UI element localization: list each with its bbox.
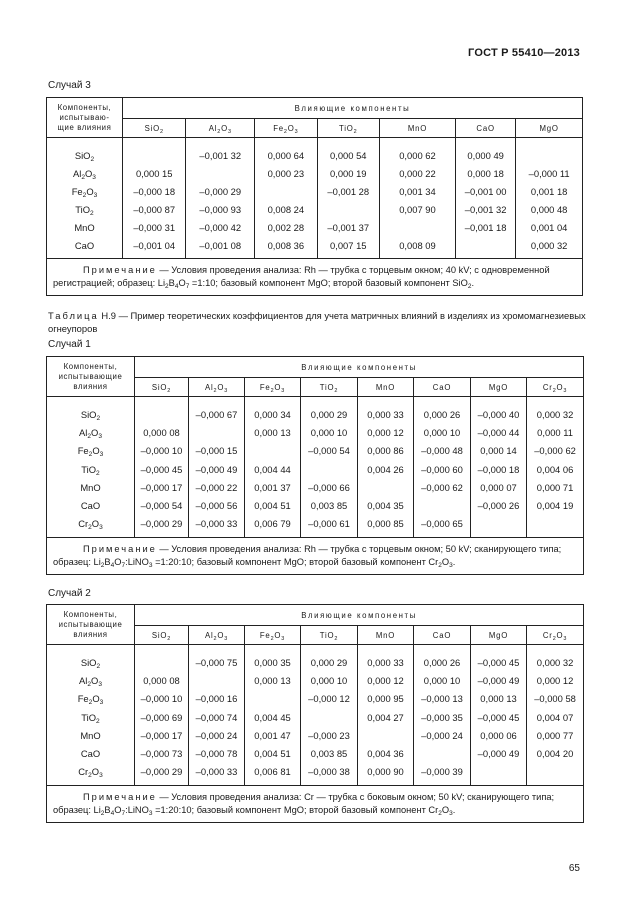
table-cell [527, 515, 584, 533]
note-text: — Условия проведения анализа: Cr — трубка с боковым окном; 50 kV; сканирующего типа; образец: $Li_2B_4O_7:LiNO_3$ =1:20:10; базовый компонент MgO; второй базовый компонент $Cr_2O_3$. [53, 792, 555, 818]
table-cell: –0,000 49 [471, 671, 527, 689]
table-cell: 0,000 10 [414, 671, 471, 689]
row-label: SiO$_2$ [47, 653, 135, 671]
header-tested-components [47, 98, 123, 138]
table-cell: –0,000 87 [122, 200, 185, 218]
table-cell: –0,000 58 [527, 690, 584, 708]
table-row [47, 423, 584, 441]
table-cell: 0,000 13 [245, 671, 301, 689]
table-cell: 0,000 95 [358, 690, 414, 708]
note-text: — Условия проведения анализа: Rh — трубка с торцевым окном; 40 kV; с одновременной регистрацией; образец: $Li_2B_4O_7$ =1:10; базовый компонент MgO; второй базовый компонент SiO$_2$. [53, 265, 550, 290]
table-cell: –0,000 38 [301, 763, 358, 781]
table-cell: –0,000 17 [135, 726, 189, 744]
table-cell [189, 423, 245, 441]
table-cell: –0,000 29 [135, 763, 189, 781]
header-line: влияния [73, 629, 108, 639]
table-cell: –0,000 45 [471, 708, 527, 726]
row-label: MnO [47, 478, 135, 496]
table-caption [48, 309, 588, 335]
table-cell [527, 763, 584, 781]
table-cell: –0,000 22 [189, 478, 245, 496]
table-cell [471, 763, 527, 781]
table-cell: 0,000 07 [471, 478, 527, 496]
table-cell: 0,000 12 [527, 671, 584, 689]
table-cell: –0,000 49 [471, 744, 527, 762]
row-label: SiO$_2$ [47, 146, 123, 164]
row-label: CaO [47, 496, 135, 514]
table-cell [245, 442, 301, 460]
column-header: $Cr_2O_3$ [527, 378, 584, 397]
case-2-label: Случай 2 [48, 588, 91, 599]
table-cell: 0,001 04 [516, 218, 583, 236]
table-cell: 0,003 85 [301, 744, 358, 762]
table-cell: –0,001 04 [122, 236, 185, 254]
table-cell: 0,000 32 [527, 653, 584, 671]
table-cell: –0,000 66 [301, 478, 358, 496]
table-cell: 0,008 24 [255, 200, 317, 218]
case-3-label: Случай 3 [48, 80, 91, 91]
table-note [47, 786, 584, 823]
coefficient-table-case-3 [46, 97, 583, 296]
table-cell [317, 200, 379, 218]
row-label: CaO [47, 236, 123, 254]
table-cell: –0,000 67 [189, 405, 245, 423]
column-header: $Al_2O_3$ [186, 119, 255, 138]
table-cell: –0,000 60 [414, 460, 471, 478]
column-header: CaO [414, 626, 471, 645]
table-cell: –0,000 33 [189, 763, 245, 781]
table-cell: 0,001 37 [245, 478, 301, 496]
table-row [47, 708, 584, 726]
table-cell: –0,000 75 [189, 653, 245, 671]
column-header: MnO [358, 626, 414, 645]
row-label: $Al_2O_3$ [47, 164, 123, 182]
coefficient-table-case-1 [46, 356, 584, 575]
table-cell: 0,000 08 [135, 423, 189, 441]
table-row [47, 671, 584, 689]
table-row [47, 726, 584, 744]
column-header: $Fe_2O_3$ [245, 378, 301, 397]
header-line: влияния [73, 381, 108, 391]
table-cell: –0,000 69 [135, 708, 189, 726]
table-cell: 0,000 77 [527, 726, 584, 744]
table-cell [414, 744, 471, 762]
column-header: SiO$_2$ [122, 119, 185, 138]
table-cell: –0,001 37 [317, 218, 379, 236]
row-label: MnO [47, 726, 135, 744]
table-cell: 0,004 20 [527, 744, 584, 762]
table-cell: 0,006 81 [245, 763, 301, 781]
table-cell: –0,000 49 [189, 460, 245, 478]
table-cell: –0,000 15 [189, 442, 245, 460]
table-cell: –0,000 13 [414, 690, 471, 708]
header-line: Компоненты, [63, 609, 118, 619]
table-cell: 0,000 12 [358, 671, 414, 689]
table-cell: 0,008 36 [255, 236, 317, 254]
note-label: Примечание [83, 792, 157, 803]
table-cell: 0,000 35 [245, 653, 301, 671]
table-cell: –0,000 29 [186, 182, 255, 200]
table-cell: –0,000 24 [189, 726, 245, 744]
table-cell: –0,000 62 [414, 478, 471, 496]
coefficient-table-case-2 [46, 604, 584, 823]
table-row [47, 744, 584, 762]
table-cell [189, 671, 245, 689]
table-cell: –0,000 54 [301, 442, 358, 460]
row-label: $Fe_2O_3$ [47, 690, 135, 708]
table-cell: 0,000 13 [245, 423, 301, 441]
table-cell [255, 182, 317, 200]
table-cell: –0,001 08 [186, 236, 255, 254]
header-line: испытываю- [59, 112, 110, 122]
table-cell: –0,000 42 [186, 218, 255, 236]
table-cell: 0,000 06 [471, 726, 527, 744]
table-cell: 0,000 22 [379, 164, 455, 182]
table-cell: 0,001 34 [379, 182, 455, 200]
table-cell [301, 460, 358, 478]
table-note [47, 538, 584, 575]
table-cell: 0,000 18 [455, 164, 515, 182]
table-row [47, 690, 584, 708]
table-cell [135, 405, 189, 423]
row-label: TiO$_2$ [47, 708, 135, 726]
table-row [47, 653, 584, 671]
table-row [47, 442, 584, 460]
row-label: TiO$_2$ [47, 200, 123, 218]
table-cell: –0,000 56 [189, 496, 245, 514]
table-cell: 0,000 33 [358, 405, 414, 423]
table-cell [135, 653, 189, 671]
column-header: MgO [471, 378, 527, 397]
table-cell: –0,000 40 [471, 405, 527, 423]
case-1-label: Случай 1 [48, 339, 91, 350]
table-cell: –0,000 10 [135, 690, 189, 708]
table-cell: 0,000 26 [414, 653, 471, 671]
table-cell: 0,001 47 [245, 726, 301, 744]
table-cell: 0,000 08 [135, 671, 189, 689]
table-cell: –0,000 62 [527, 442, 584, 460]
table-cell: 0,000 90 [358, 763, 414, 781]
table-cell: 0,007 15 [317, 236, 379, 254]
table-cell: –0,000 31 [122, 218, 185, 236]
table-cell: –0,000 48 [414, 442, 471, 460]
table-cell: 0,000 32 [527, 405, 584, 423]
table-cell: 0,000 23 [255, 164, 317, 182]
column-header: MgO [516, 119, 583, 138]
table-cell [379, 218, 455, 236]
row-label: $Fe_2O_3$ [47, 182, 123, 200]
table-row [47, 200, 583, 218]
table-cell: 0,000 14 [471, 442, 527, 460]
table-cell: 0,008 09 [379, 236, 455, 254]
table-cell: –0,000 23 [301, 726, 358, 744]
table-cell: –0,000 18 [471, 460, 527, 478]
table-cell: –0,000 78 [189, 744, 245, 762]
table-cell: –0,000 74 [189, 708, 245, 726]
column-header: $Cr_2O_3$ [527, 626, 584, 645]
page-number: 65 [568, 863, 580, 874]
row-label: SiO$_2$ [47, 405, 135, 423]
table-cell: 0,004 27 [358, 708, 414, 726]
table-cell: 0,000 12 [358, 423, 414, 441]
table-cell: 0,000 13 [471, 690, 527, 708]
header-line: щие влияния [57, 122, 112, 132]
table-cell: –0,000 18 [122, 182, 185, 200]
table-cell: 0,001 18 [516, 182, 583, 200]
column-header: $Fe_2O_3$ [255, 119, 317, 138]
column-header: MgO [471, 626, 527, 645]
table-cell: 0,000 85 [358, 515, 414, 533]
table-cell: 0,000 11 [527, 423, 584, 441]
table-cell: 0,000 10 [301, 671, 358, 689]
row-label: $Al_2O_3$ [47, 671, 135, 689]
table-cell: 0,000 49 [455, 146, 515, 164]
table-cell: –0,000 29 [135, 515, 189, 533]
table-cell: 0,004 35 [358, 496, 414, 514]
table-cell [516, 146, 583, 164]
table-cell: 0,004 45 [245, 708, 301, 726]
table-cell: –0,000 45 [135, 460, 189, 478]
table-cell: 0,003 85 [301, 496, 358, 514]
table-cell: 0,004 06 [527, 460, 584, 478]
row-label: TiO$_2$ [47, 460, 135, 478]
table-cell: 0,006 79 [245, 515, 301, 533]
table-cell: –0,000 11 [516, 164, 583, 182]
header-tested-components [47, 357, 135, 397]
table-cell: 0,004 51 [245, 744, 301, 762]
table-row [47, 236, 583, 254]
table-cell: 0,000 34 [245, 405, 301, 423]
table-cell: 0,004 44 [245, 460, 301, 478]
row-label: CaO [47, 744, 135, 762]
table-cell: –0,000 26 [471, 496, 527, 514]
table-cell: 0,004 07 [527, 708, 584, 726]
caption-label: Таблица [48, 310, 99, 321]
column-header: $Al_2O_3$ [189, 626, 245, 645]
table-row [47, 218, 583, 236]
table-cell: 0,004 19 [527, 496, 584, 514]
table-cell: –0,000 39 [414, 763, 471, 781]
table-cell: –0,000 33 [189, 515, 245, 533]
table-cell: –0,000 24 [414, 726, 471, 744]
table-cell: –0,000 16 [189, 690, 245, 708]
table-cell: –0,000 45 [471, 653, 527, 671]
table-cell: –0,001 32 [455, 200, 515, 218]
column-header: SiO$_2$ [135, 626, 189, 645]
table-cell: 0,000 71 [527, 478, 584, 496]
header-tested-components [47, 605, 135, 645]
column-header: TiO$_2$ [301, 626, 358, 645]
column-header: TiO$_2$ [301, 378, 358, 397]
table-row [47, 146, 583, 164]
table-cell: 0,000 32 [516, 236, 583, 254]
table-cell: 0,000 64 [255, 146, 317, 164]
table-cell: 0,000 10 [301, 423, 358, 441]
table-cell [245, 690, 301, 708]
row-label: $Al_2O_3$ [47, 423, 135, 441]
column-header: CaO [414, 378, 471, 397]
header-influencing-components: Влияющие компоненты [135, 357, 584, 378]
table-row [47, 460, 584, 478]
header-influencing-components: Влияющие компоненты [122, 98, 582, 119]
table-cell: 0,000 19 [317, 164, 379, 182]
table-cell: 0,000 54 [317, 146, 379, 164]
table-cell: 0,000 86 [358, 442, 414, 460]
table-note [47, 259, 583, 296]
column-header: SiO$_2$ [135, 378, 189, 397]
table-cell: –0,000 65 [414, 515, 471, 533]
column-header: CaO [455, 119, 515, 138]
table-cell: –0,001 32 [186, 146, 255, 164]
table-cell: –0,000 35 [414, 708, 471, 726]
row-label: $Cr_2O_3$ [47, 515, 135, 533]
table-row [47, 164, 583, 182]
table-cell: –0,001 00 [455, 182, 515, 200]
table-cell: 0,000 10 [414, 423, 471, 441]
caption-text: Н.9 — Пример теоретических коэффициентов для учета матричных влияний в изделиях из хромомагнезиевых огнеупоров [48, 310, 586, 334]
table-cell: 0,000 62 [379, 146, 455, 164]
column-header: MnO [379, 119, 455, 138]
table-row [47, 405, 584, 423]
table-row [47, 515, 584, 533]
table-cell: –0,000 61 [301, 515, 358, 533]
table-cell [358, 726, 414, 744]
header-line: Компоненты, [63, 361, 118, 371]
table-cell: 0,004 51 [245, 496, 301, 514]
table-cell [186, 164, 255, 182]
table-cell: 0,004 26 [358, 460, 414, 478]
table-cell [301, 708, 358, 726]
table-cell: –0,001 28 [317, 182, 379, 200]
table-cell [358, 478, 414, 496]
header-influencing-components: Влияющие компоненты [135, 605, 584, 626]
column-header: MnO [358, 378, 414, 397]
table-cell: 0,000 15 [122, 164, 185, 182]
table-row [47, 496, 584, 514]
header-line: испытывающие [58, 619, 123, 629]
table-cell: 0,007 90 [379, 200, 455, 218]
table-cell: –0,000 17 [135, 478, 189, 496]
table-cell: –0,000 54 [135, 496, 189, 514]
column-header: $Fe_2O_3$ [245, 626, 301, 645]
table-cell: –0,001 18 [455, 218, 515, 236]
table-cell: 0,000 29 [301, 653, 358, 671]
table-cell [471, 515, 527, 533]
note-label: Примечание [83, 544, 157, 555]
table-cell: 0,000 33 [358, 653, 414, 671]
table-row [47, 763, 584, 781]
row-label: $Cr_2O_3$ [47, 763, 135, 781]
table-cell: –0,000 73 [135, 744, 189, 762]
header-line: испытывающие [58, 371, 123, 381]
table-cell: 0,000 48 [516, 200, 583, 218]
column-header: $Al_2O_3$ [189, 378, 245, 397]
note-text: — Условия проведения анализа: Rh — трубка с торцевым окном; 50 kV; сканирующего типа; образец: $Li_2B_4O_7:LiNO_3$ =1:20:10; базовый компонент MgO; второй базовый компонент $Cr_2O_3$. [53, 544, 562, 570]
table-cell [455, 236, 515, 254]
table-cell: 0,004 36 [358, 744, 414, 762]
row-label: MnO [47, 218, 123, 236]
table-cell [122, 146, 185, 164]
row-label: $Fe_2O_3$ [47, 442, 135, 460]
table-cell [414, 496, 471, 514]
table-cell: 0,000 29 [301, 405, 358, 423]
table-cell: –0,000 93 [186, 200, 255, 218]
table-cell: –0,000 12 [301, 690, 358, 708]
table-cell: 0,000 26 [414, 405, 471, 423]
note-label: Примечание [83, 265, 157, 275]
table-cell: –0,000 10 [135, 442, 189, 460]
table-cell: 0,002 28 [255, 218, 317, 236]
header-line: Компоненты, [57, 102, 112, 112]
column-header: TiO$_2$ [317, 119, 379, 138]
table-row [47, 182, 583, 200]
table-cell: –0,000 44 [471, 423, 527, 441]
table-row [47, 478, 584, 496]
standard-designation: ГОСТ Р 55410—2013 [468, 47, 580, 59]
